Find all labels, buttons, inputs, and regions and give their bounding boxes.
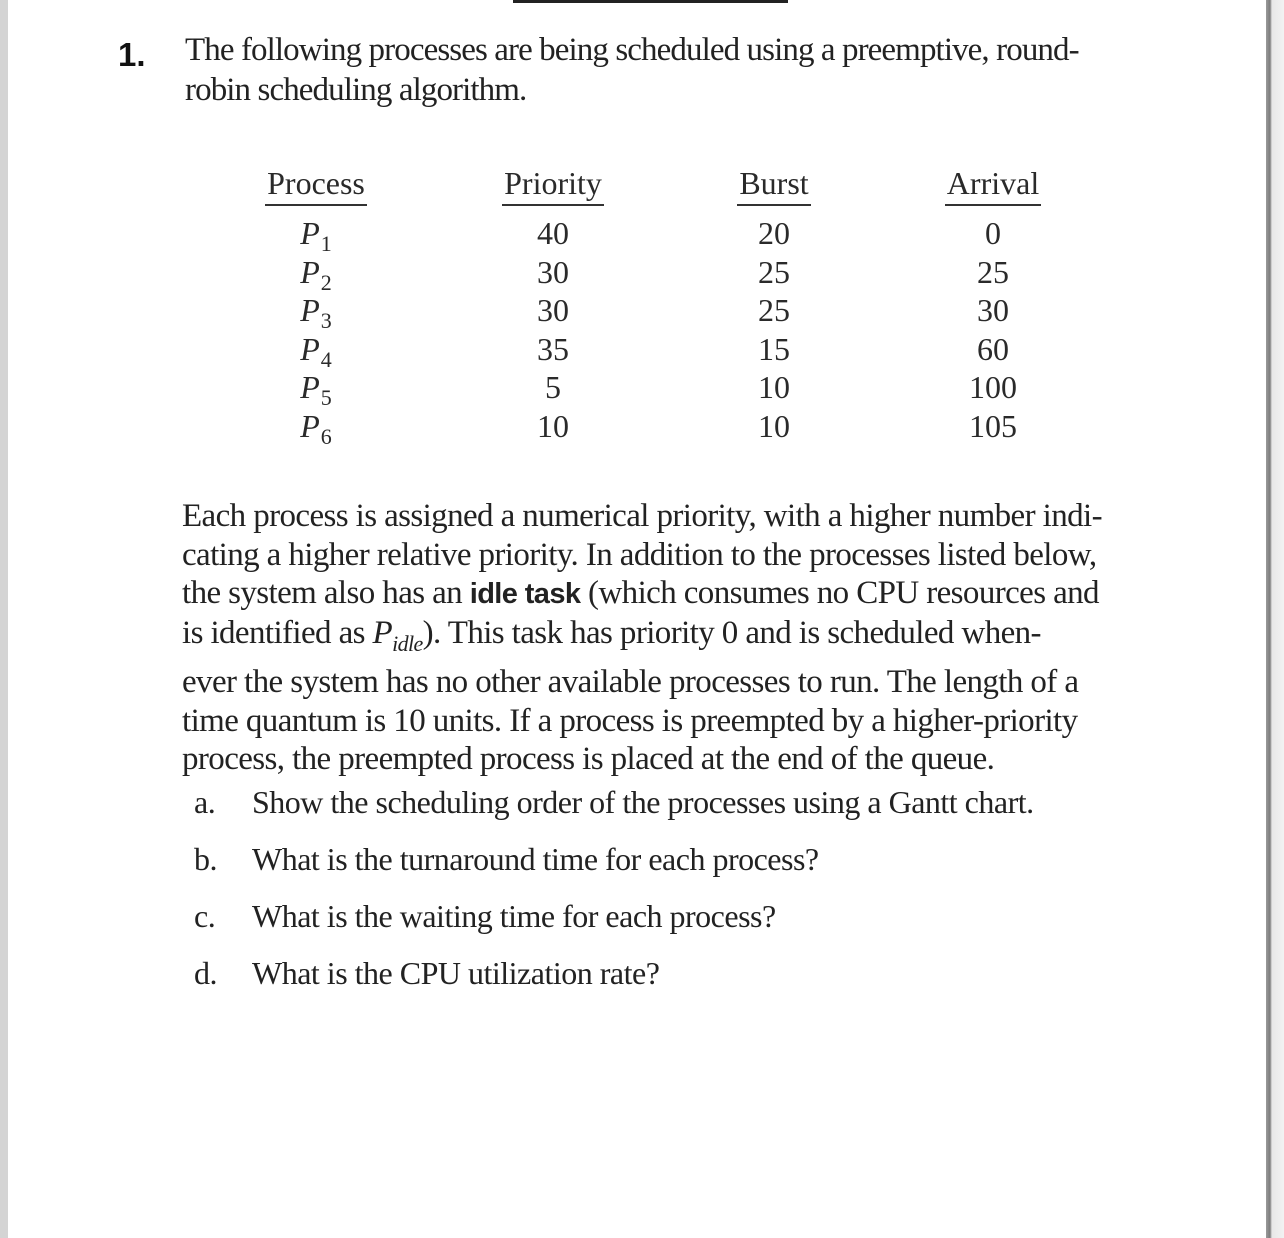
arrival-cell: 105: [969, 407, 1017, 444]
burst-cell: 15: [758, 330, 790, 367]
arrival-column: [938, 164, 1048, 445]
priority-cell: 5: [545, 369, 561, 405]
question-number: 1.: [118, 36, 146, 73]
paragraph-line: the system also has an idle task (which consumes no CPU resources and: [182, 575, 1099, 611]
priority-header: Priority: [502, 164, 604, 206]
priority-cell: 30: [537, 253, 569, 290]
paragraph-line: Each process is assigned a numerical priority, with a higher number indi-: [182, 498, 1102, 534]
burst-cell: 25: [758, 292, 790, 328]
arrival-cell: 60: [977, 330, 1009, 367]
question-item: a. Show the scheduling order of the processes using a Gantt chart.: [194, 784, 1034, 820]
paragraph-line: is identified as $P_{idle}$). This task has priority 0 and is scheduled when-: [182, 614, 1041, 656]
burst-cell: 25: [758, 253, 790, 290]
priority-cell: 40: [537, 215, 569, 251]
paragraph-line: cating a higher relative priority. In addition to the processes listed below,: [182, 536, 1097, 573]
document-page: [8, 0, 1266, 1238]
intro-text: [185, 30, 1145, 110]
intro-line: The following processes are being scheduled using a preemptive, round-: [185, 32, 1079, 68]
process-cell: $P_5$: [300, 369, 332, 410]
burst-column: [728, 164, 820, 445]
paragraph-line: process, the preempted process is placed at the end of the queue.: [182, 741, 995, 777]
description-paragraph: [182, 497, 1122, 779]
process-cell: $P_3$: [300, 292, 332, 333]
arrival-header: Arrival: [945, 164, 1041, 206]
process-cell: $P_2$: [300, 253, 332, 295]
process-column: [265, 164, 367, 449]
intro-line: robin scheduling algorithm.: [185, 72, 527, 108]
question-item: d. What is the CPU utilization rate?: [194, 955, 660, 991]
process-header: Process: [265, 164, 367, 206]
page-edge-shadow: [1266, 0, 1284, 1238]
process-cell: $P_6$: [300, 407, 332, 449]
burst-cell: 10: [758, 407, 790, 444]
process-cell: $P_1$: [300, 215, 332, 256]
paragraph-line: ever the system has no other available processes to run. The length of a: [182, 664, 1079, 700]
priority-column: [498, 164, 608, 445]
priority-cell: 35: [537, 330, 569, 367]
arrival-cell: 25: [977, 253, 1009, 290]
question-item: b. What is the turnaround time for each process?: [194, 841, 819, 877]
paragraph-line: time quantum is 10 units. If a process is preempted by a higher-priority: [182, 702, 1078, 739]
priority-cell: 30: [537, 292, 569, 328]
p-idle-symbol: $P_{idle}$: [372, 614, 423, 656]
priority-cell: 10: [537, 407, 569, 444]
process-cell: $P_4$: [300, 330, 332, 372]
burst-cell: 20: [758, 215, 790, 251]
burst-cell: 10: [758, 369, 790, 405]
arrival-cell: 30: [977, 292, 1009, 328]
idle-task-term: idle task: [469, 578, 581, 610]
arrival-cell: 0: [985, 215, 1001, 251]
arrival-cell: 100: [969, 369, 1017, 405]
top-rule: [513, 0, 788, 3]
question-item: c. What is the waiting time for each process?: [194, 898, 776, 934]
burst-header: Burst: [737, 164, 810, 206]
